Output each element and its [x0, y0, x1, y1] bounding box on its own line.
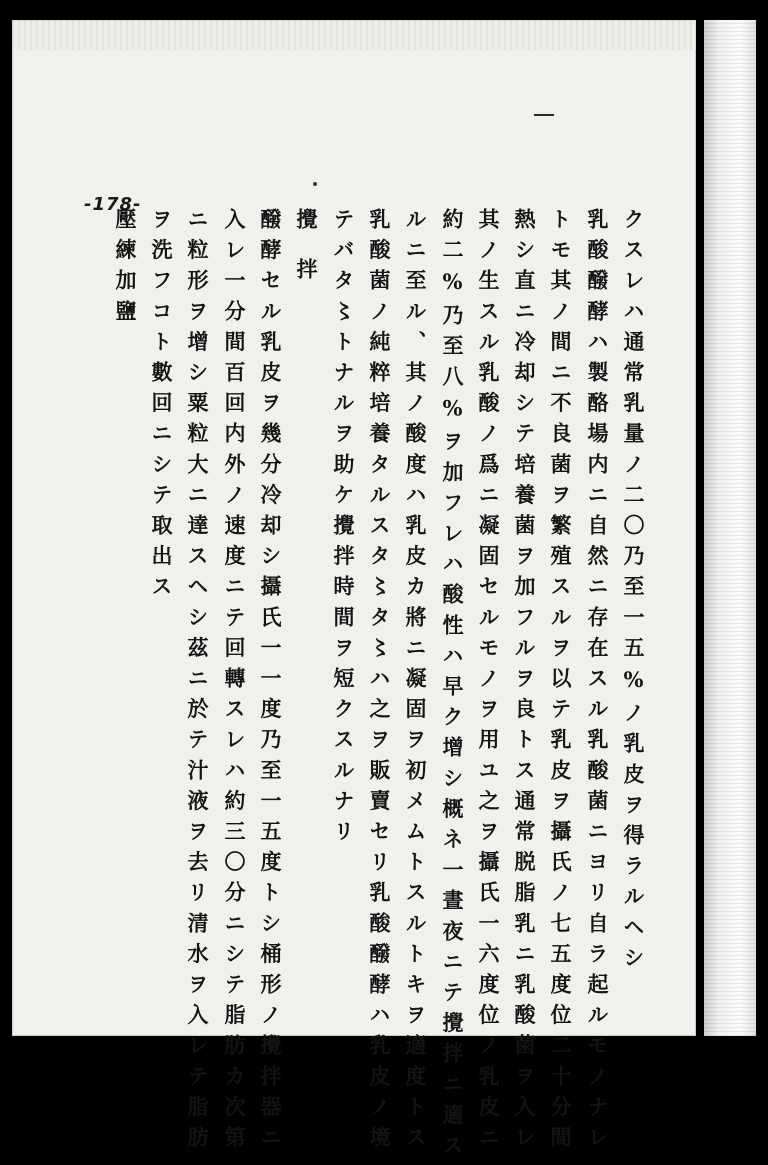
- ink-mark: [313, 182, 317, 186]
- text-column-6: 約二%乃至八%ヲ加フレハ酸性ハ早ク增シ概ネ一晝夜ニテ攪拌ニ適ス: [440, 208, 465, 1165]
- text-column-13: ニ粒形ヲ增シ粟粒大ニ達スヘシ茲ニ於テ汁液ヲ去リ清水ヲ入レテ脂肪: [185, 208, 210, 1157]
- text-column-9: テバタ〻トナルヲ助ケ攪拌時間ヲ短クスルナリ: [331, 208, 356, 851]
- book-spine-edge: [704, 20, 756, 1036]
- text-column-5: 其ノ生スル乳酸ノ爲ニ凝固セルモノヲ用ユ之ヲ攝氏一六度位ノ乳皮ニ: [476, 208, 501, 1157]
- header-dash: [534, 114, 554, 116]
- text-column-1: クスレハ通常乳量ノ二〇乃至一五%ノ乳皮ヲ得ラルヘシ: [621, 208, 646, 977]
- text-column-4: 熱シ直ニ冷却シテ培養菌ヲ加フルヲ良トス通常脱脂乳ニ乳酸菌ヲ入レ: [512, 208, 537, 1157]
- book-page: [12, 20, 696, 1165]
- page-number: -178-: [84, 194, 142, 215]
- text-column-12: 入レ一分間百回内外ノ速度ニテ回轉スレハ約三〇分ニシテ脂肪カ次第: [222, 208, 247, 1157]
- text-column-2: 乳酸醱酵ハ製酪場内ニ自然ニ存在スル乳酸菌ニヨリ自ラ起ルモノナレ: [585, 208, 610, 1157]
- text-column-3: トモ其ノ間ニ不良菌ヲ繁殖スルヲ以テ乳皮ヲ攝氏ノ七五度位二十分間: [548, 208, 573, 1157]
- text-column-8: 乳酸菌ノ純粹培養タルスタ〻タ〻ハ之ヲ販賣セリ乳酸醱酵ハ乳皮ノ境: [367, 208, 392, 1157]
- text-column-14: ヲ洗フコト數回ニシテ取出ス: [149, 208, 174, 606]
- text-column-11: 醱酵セル乳皮ヲ幾分冷却シ攝氏一一度乃至一五度トシ桶形ノ攪拌器ニ: [258, 208, 283, 1157]
- section-heading-atsuren-kaen: 壓練加鹽: [113, 208, 138, 331]
- section-heading-kakuhan: 攪 拌: [294, 208, 319, 283]
- text-column-7: ルニ至ル、其ノ酸度ハ乳皮カ將ニ凝固ヲ初メムトスルトキヲ適度トス: [403, 208, 428, 1157]
